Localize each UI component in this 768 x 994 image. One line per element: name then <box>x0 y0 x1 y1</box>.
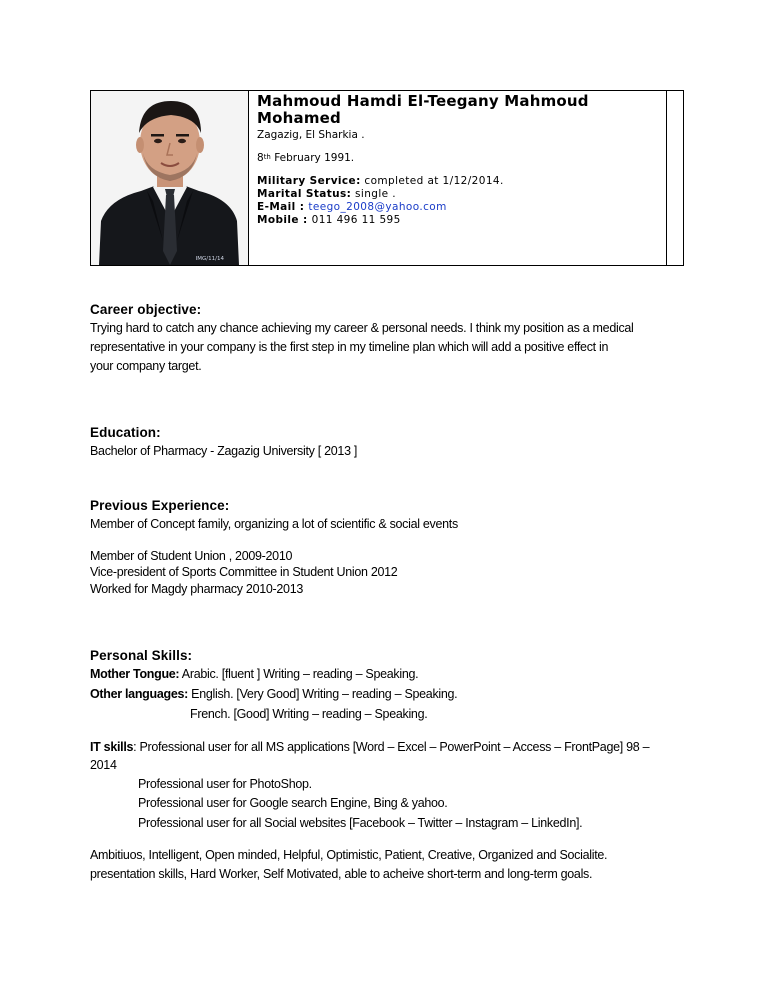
email-link[interactable]: teego_2008@yahoo.com <box>308 201 447 213</box>
mobile-label: Mobile : <box>257 214 312 226</box>
email-label: E-Mail : <box>257 201 309 213</box>
it-skills-label: IT skills <box>90 740 134 754</box>
header-table <box>90 90 684 266</box>
photo-caption: IMG/11/14 <box>195 256 224 262</box>
experience-heading: Previous Experience: <box>90 498 230 513</box>
other-languages-value: English. [Very Good] Writing – reading – Speaking. <box>188 687 458 701</box>
it-skill-item: Professional user for PhotoShop. <box>138 777 312 791</box>
mother-tongue <box>90 667 418 681</box>
career-heading: Career objective: <box>90 302 202 317</box>
full-name <box>257 93 667 127</box>
mobile-value: 011 496 11 595 <box>311 214 401 226</box>
name-line-1: Mahmoud Hamdi El-Teegany Mahmoud <box>257 92 589 110</box>
it-skills-value: : Professional user for all MS applications [Word – Excel – PowerPoint – Access – FrontPage] 98 – <box>133 740 650 754</box>
profile-photo <box>91 91 249 265</box>
other-languages <box>90 687 457 701</box>
it-skill-item: Professional user for Google search Engine, Bing & yahoo. <box>138 796 448 810</box>
career-line: your company target. <box>90 359 202 373</box>
email <box>257 201 667 214</box>
it-skills <box>90 740 649 754</box>
education-heading: Education: <box>90 425 161 440</box>
experience-line: Worked for Magdy pharmacy 2010-2013 <box>90 582 303 596</box>
military-value: completed at 1/12/2014. <box>360 175 504 187</box>
traits-line: presentation skills, Hard Worker, Self Motivated, able to acheive short-term and long-term goals. <box>90 867 593 881</box>
marital-status <box>257 188 667 201</box>
military-label: Military Service: <box>257 175 361 187</box>
french-line: French. [Good] Writing – reading – Speaking. <box>190 707 428 721</box>
experience-line: Member of Concept family, organizing a lot of scientific & social events <box>90 517 458 531</box>
other-languages-label: Other languages: <box>90 687 188 701</box>
portrait-image <box>91 91 248 265</box>
name-line-2: Mohamed <box>257 109 341 127</box>
skills-heading: Personal Skills: <box>90 648 193 663</box>
birth-day: 8 <box>257 152 264 164</box>
mother-tongue-label: Mother Tongue: <box>90 667 180 681</box>
birth-day-suffix: th <box>263 153 271 161</box>
experience-line: Member of Student Union , 2009-2010 <box>90 549 293 563</box>
military-service <box>257 175 667 188</box>
career-line: Trying hard to catch any chance achieving my career & personal needs. I think my position as a medical <box>90 321 634 335</box>
experience-line: Vice-president of Sports Committee in Student Union 2012 <box>90 565 398 579</box>
birth-date <box>257 152 667 165</box>
career-line: representative in your company is the first step in my timeline plan which will add a positive effect in <box>90 340 609 354</box>
mobile <box>257 214 667 227</box>
marital-label: Marital Status: <box>257 188 352 200</box>
mother-tongue-value: Arabic. [fluent ] Writing – reading – Speaking. <box>179 667 419 681</box>
traits-line: Ambitiuos, Intelligent, Open minded, Helpful, Optimistic, Patient, Creative, Organized and Socialite. <box>90 848 608 862</box>
personal-info <box>257 93 667 227</box>
it-skill-item: Professional user for all Social websites [Facebook – Twitter – Instagram – LinkedIn]. <box>138 816 583 830</box>
it-skills-cont: 2014 <box>90 758 117 772</box>
marital-value: single . <box>351 188 396 200</box>
education-line: Bachelor of Pharmacy - Zagazig University [ 2013 ] <box>90 444 358 458</box>
birth-month-year: February 1991. <box>270 152 355 164</box>
table-right-cell <box>666 91 683 265</box>
location: Zagazig, El Sharkia . <box>257 129 365 141</box>
